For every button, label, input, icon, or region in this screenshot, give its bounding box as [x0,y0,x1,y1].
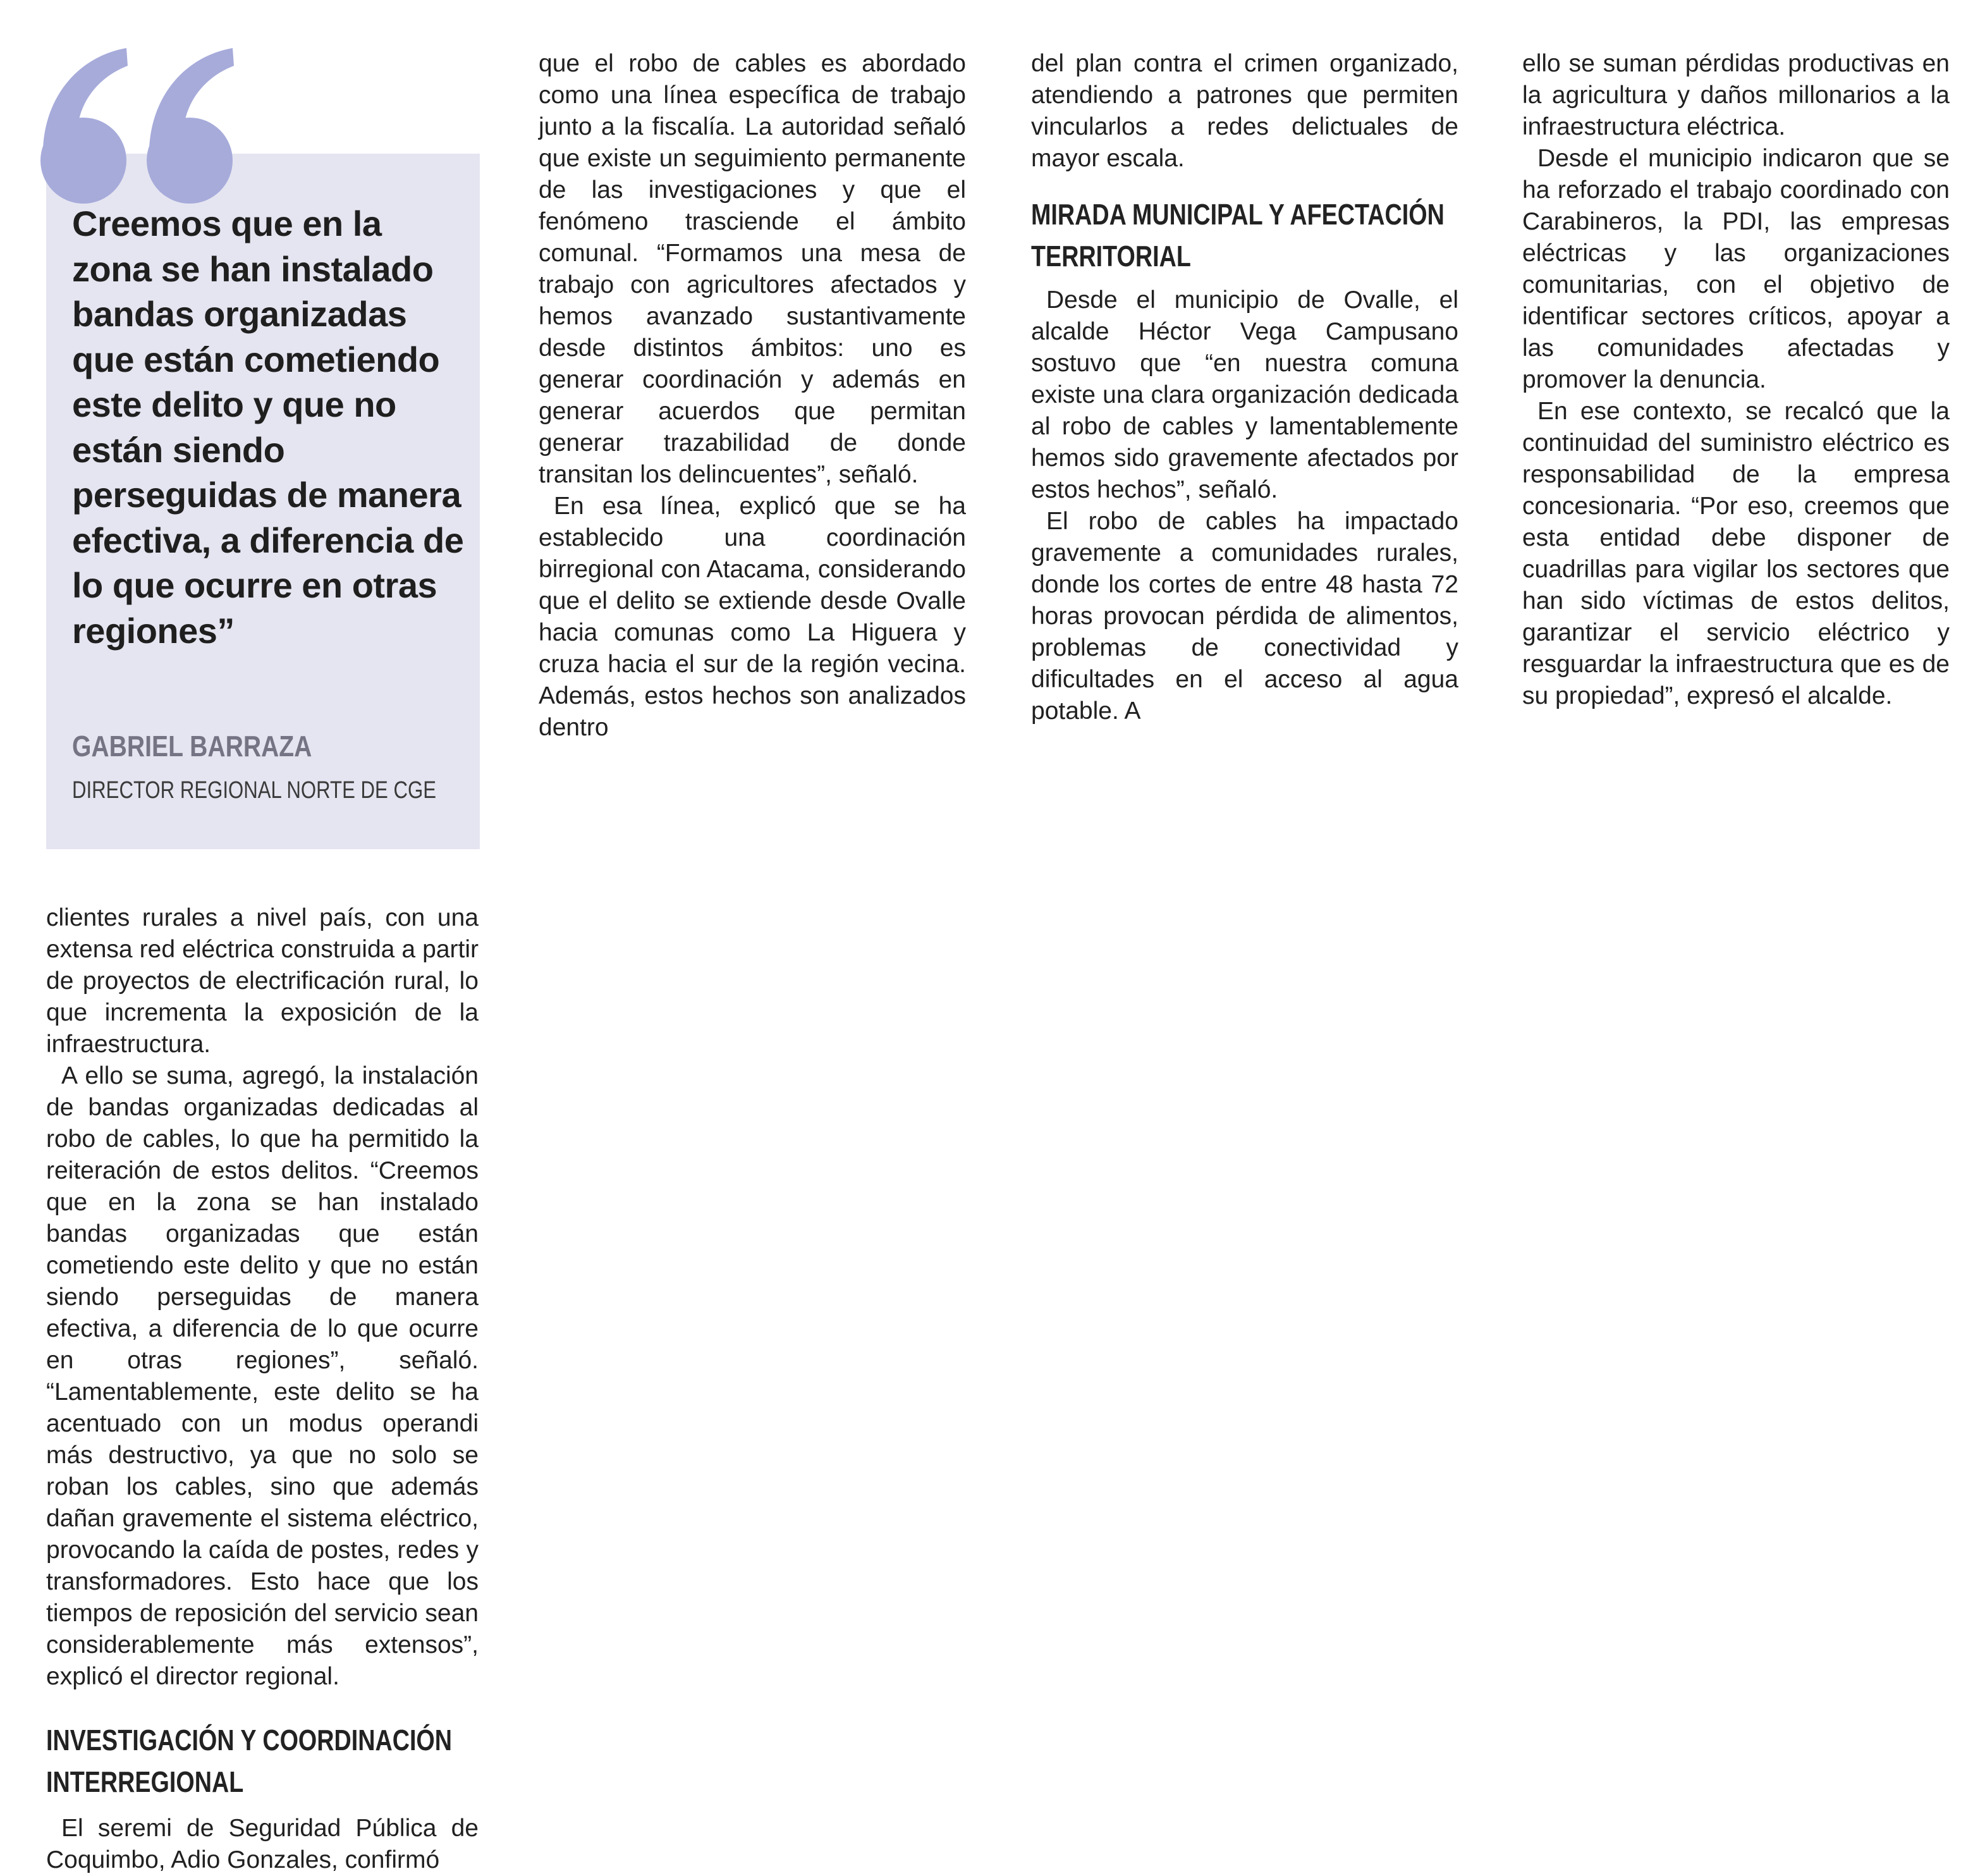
opening-quote-marks-icon [38,25,247,209]
paragraph: El robo de cables ha impactado gravemente a comunidades rurales, donde los cortes de entre 48 hasta 72 horas provocan pérdida de alimentos, problemas de conectividad y dificultades en el acceso al agua potable. A [1031,508,1458,725]
paragraph: En esa línea, explicó que se ha establecido una coordinación birregional con Atacama, considerando que el delito se extiende desde Ovalle hacia comunas como La Higuera y cruza hacia el sur de la región vecina. Además, estos hechos son analizados dentro [539,493,966,741]
pull-quote-text: Creemos que en la zona se han instalado bandas organizadas que están cometiendo este delito y que no están siendo perseguidas de manera efectiva, a diferencia de lo que ocurre en otras regiones” [72,204,464,651]
paragraph: del plan contra el crimen organizado, atendiendo a patrones que permiten vincularlos a redes delictuales de mayor escala. [1031,50,1458,172]
paragraph: Desde el municipio indicaron que se ha reforzado el trabajo coordinado con Carabineros, la PDI, las empresas eléctricas y las organizaciones comunitarias, con el objetivo de identificar sectores críticos, apoyar a las comunidades afectadas y promover la denuncia. [1522,145,1950,393]
paragraph: que el robo de cables es abordado como una línea específica de trabajo junto a la fiscalía. La autoridad señaló que existe un seguimiento permanente de las investigaciones y que el fenómeno trasciende el ámbito comunal. “Formamos una mesa de trabajo con agricultores afectados y hemos avanzado sustantivamente desde distintos ámbitos: uno es generar coordinación y además en generar acuerdos que permitan generar trazabilidad de donde transitan los delincuentes”, señaló. [539,50,966,488]
paragraph: El seremi de Seguridad Pública de Coquimbo, Adio Gonzales, confirmó [46,1815,479,1873]
section-heading: MIRADA MUNICIPAL Y AFECTACIÓN TERRITORIAL [1031,198,1445,273]
paragraph: clientes rurales a nivel país, con una extensa red eléctrica construida a partir de proyectos de electrificación rural, lo que incrementa la exposición de la infraestructura. [46,904,479,1058]
paragraph: Desde el municipio de Ovalle, el alcalde Héctor Vega Campusano sostuvo que “en nuestra comuna existe una clara organización dedicada al robo de cables y lamentablemente hemos sido gravemente afectados por estos hechos”, señaló. [1031,286,1458,503]
quote-marks-shapes [40,48,234,204]
section-heading: INVESTIGACIÓN Y COORDINACIÓN INTERREGIONAL [46,1724,453,1798]
article-column-4 [1522,48,1950,712]
article-column-3 [1031,48,1458,727]
paragraph: ello se suman pérdidas productivas en la agricultura y daños millonarios a la infraestructura eléctrica. [1522,50,1950,140]
paragraph: En ese contexto, se recalcó que la continuidad del suministro eléctrico es responsabilidad de la empresa concesionaria. “Por eso, creemos que esta entidad debe disponer de cuadrillas para vigilar los sectores que han sido víctimas de estos delitos, garantizar el servicio eléctrico y resguardar la infraestructura que es de su propiedad”, expresó el alcalde. [1522,398,1950,709]
article-column-2 [539,48,966,744]
article-column-1 [46,902,479,1876]
pull-quote-author: GABRIEL BARRAZA [72,730,312,763]
paragraph: A ello se suma, agregó, la instalación de bandas organizadas dedicadas al robo de cables, lo que ha permitido la reiteración de estos delitos. “Creemos que en la zona se han instalado bandas organizadas que están cometiendo este delito y que no están siendo perseguidas de manera efectiva, a diferencia de lo que ocurre en otras regiones”, señaló. “Lamentablemente, este delito se ha acentuado con un modus operandi más destructivo, ya que no solo se roban los cables, sino que además dañan gravemente el sistema eléctrico, provocando la caída de postes, redes y transformadores. Esto hace que los tiempos de reposición del servicio sean considerablemente más extensos”, explicó el director regional. [46,1062,479,1690]
pull-quote-author-role: DIRECTOR REGIONAL NORTE DE CGE [72,777,436,804]
